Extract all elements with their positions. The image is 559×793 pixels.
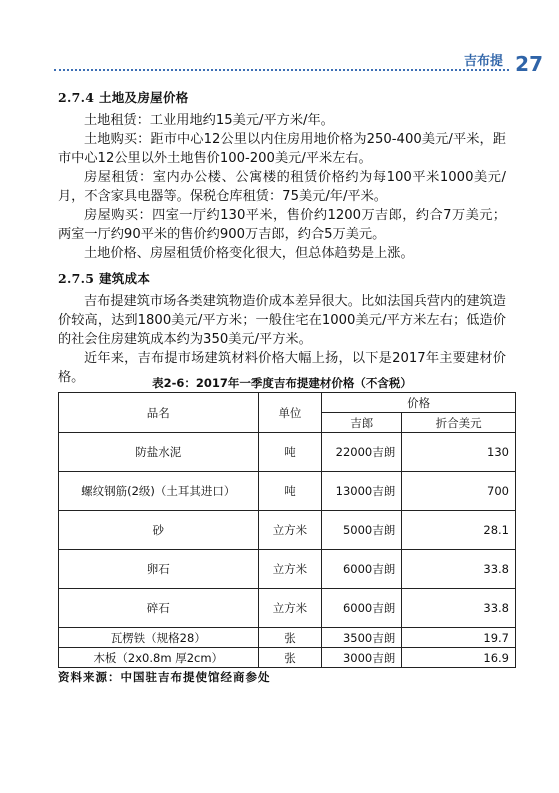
table-row (59, 550, 516, 589)
table-row (59, 433, 516, 472)
paragraph-price-trend: 土地价格、房屋租赁价格变化很大，但总体趋势是上涨。 (84, 246, 414, 261)
cell-name: 螺纹钢筋(2级)（土耳其进口） (59, 472, 259, 511)
cell-unit: 立方米 (258, 589, 322, 628)
cell-usd: 19.7 (402, 628, 516, 648)
header-name: 品名 (59, 393, 259, 433)
section-heading-construction-cost: 2.7.5 建筑成本 (58, 271, 151, 286)
cell-name: 卵石 (59, 550, 259, 589)
cell-unit: 吨 (258, 433, 322, 472)
cell-name: 碎石 (59, 589, 259, 628)
cell-gnf: 13000吉朗 (322, 472, 402, 511)
cell-gnf: 6000吉朗 (322, 589, 402, 628)
paragraph-house-rent: 房屋租赁：室内办公楼、公寓楼的租赁价格约为每100平米1000美元/月，不含家具电器等。保税仓库租赁：75美元/年/平米。 (58, 170, 506, 204)
table-row (59, 648, 516, 668)
header-gnf: 吉郎 (322, 413, 402, 433)
page-number: 27 (515, 52, 543, 76)
section-heading-land-housing: 2.7.4 土地及房屋价格 (58, 90, 189, 105)
cell-usd: 33.8 (402, 589, 516, 628)
cell-usd: 130 (402, 433, 516, 472)
header-divider (54, 69, 509, 71)
paragraph-construction-cost: 吉布提建筑市场各类建筑物造价成本差异很大。比如法国兵营内的建筑造价较高，达到1800美元/平方米；一般住宅在1000美元/平方米左右；低造价的社会住房建筑成本约为350美元/平方米。 (58, 294, 506, 347)
cell-name: 木板（2x0.8m 厚2cm） (59, 648, 259, 668)
table-caption: 表2-6：2017年一季度吉布提建材价格（不含税） (152, 376, 412, 390)
cell-gnf: 3500吉朗 (322, 628, 402, 648)
cell-usd: 33.8 (402, 550, 516, 589)
cell-usd: 16.9 (402, 648, 516, 668)
cell-unit: 立方米 (258, 550, 322, 589)
paragraph-house-purchase: 房屋购买：四室一厅约130平米，售价约1200万吉郎，约合7万美元；两室一厅约90平米的售价约900万吉郎，约合5万美元。 (58, 208, 506, 242)
cell-gnf: 22000吉朗 (322, 433, 402, 472)
header-price: 价格 (322, 393, 516, 413)
cell-usd: 28.1 (402, 511, 516, 550)
paragraph-land-purchase: 土地购买：距市中心12公里以内住房用地价格为250-400美元/平米，距市中心12公里以外土地售价100-200美元/平米左右。 (58, 132, 506, 166)
cell-unit: 吨 (258, 472, 322, 511)
cell-name: 砂 (59, 511, 259, 550)
table-row (59, 511, 516, 550)
paragraph-land-rent: 土地租赁：工业用地约15美元/平方米/年。 (84, 113, 334, 128)
paragraph-material-prices: 近年来，吉布提市场建筑材料价格大幅上扬，以下是2017年主要建材价格。 (58, 351, 506, 385)
header-unit: 单位 (258, 393, 322, 433)
cell-gnf: 3000吉朗 (322, 648, 402, 668)
header-usd: 折合美元 (402, 413, 516, 433)
table-row (59, 472, 516, 511)
table-row (59, 628, 516, 648)
source-note: 资料来源：中国驻吉布提使馆经商参处 (58, 670, 271, 684)
cell-unit: 张 (258, 648, 322, 668)
material-price-table (58, 392, 516, 668)
cell-gnf: 5000吉朗 (322, 511, 402, 550)
cell-usd: 700 (402, 472, 516, 511)
cell-name: 防盐水泥 (59, 433, 259, 472)
header-brand: 吉布提 (463, 54, 503, 69)
cell-gnf: 6000吉朗 (322, 550, 402, 589)
table-row (59, 589, 516, 628)
cell-unit: 张 (258, 628, 322, 648)
cell-unit: 立方米 (258, 511, 322, 550)
cell-name: 瓦楞铁（规格28） (59, 628, 259, 648)
